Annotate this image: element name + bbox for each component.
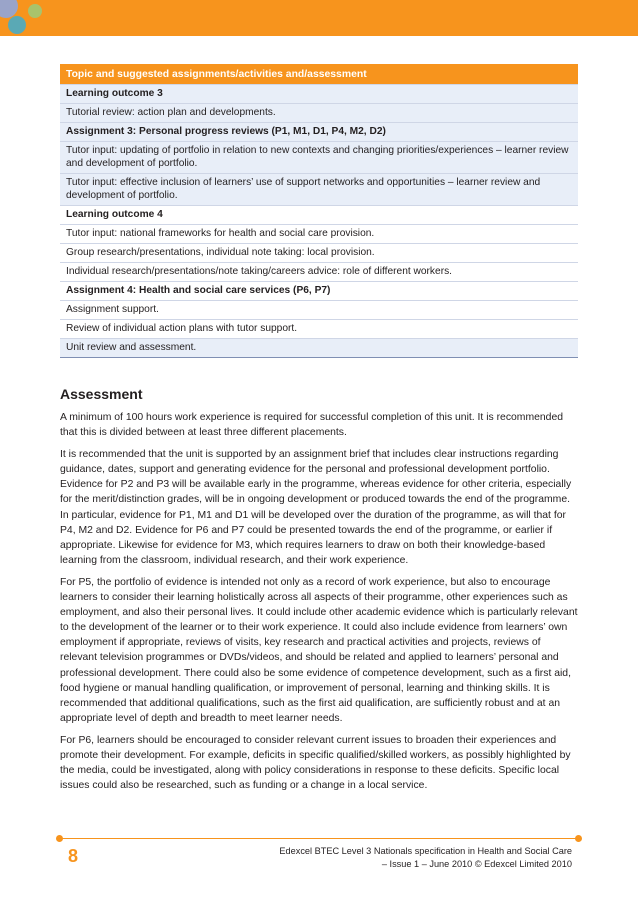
- table-row: [60, 244, 578, 263]
- table-cell: Review of individual action plans with tutor support.: [60, 320, 578, 339]
- footer-divider: [60, 838, 578, 839]
- table-cell: Individual research/presentations/note taking/careers advice: role of different workers.: [60, 263, 578, 282]
- table-cell: Learning outcome 4: [60, 206, 578, 225]
- footer-text: [242, 845, 572, 871]
- activities-table: [60, 64, 578, 358]
- table-row: [60, 282, 578, 301]
- table-row: [60, 225, 578, 244]
- table-header: Topic and suggested assignments/activities and/assessment: [60, 64, 578, 85]
- assessment-body: [60, 410, 580, 800]
- table-row: [60, 339, 578, 358]
- decorative-circle: [8, 16, 26, 34]
- page-number: 8: [68, 846, 79, 866]
- table-row: [60, 142, 578, 174]
- header-bar: [0, 0, 638, 36]
- footer-dot: [575, 835, 582, 842]
- table-cell: Assignment support.: [60, 301, 578, 320]
- paragraph: For P5, the portfolio of evidence is intended not only as a record of work experience, but also to encourage learners to consider their learning holistically across all aspects of their programme, other experiences such as employment, and also their personal lives. It could include other academic evidence which is particularly relevant to the development of the learner or to their work experience. It could also include evidence from learners’ own employment if appropriate, reviews of visits, key research and practical activities and projects, reviews of relevant television programmes or DVDs/videos, and should be related and applied to learners’ personal and professional development. There could also be some evidence of competence development, such as a first aid, food hygiene or manual handling qualification, or improvement of personal, learning and thinking skills. It is recommended that additional qualifications, such as the first aid qualification, are sufficiently robust and at an appropriate level of depth and breadth to meet learner needs.: [60, 576, 578, 724]
- table-cell: Tutor input: effective inclusion of learners’ use of support networks and opportunities – learner review and development of portfolio.: [60, 174, 578, 206]
- table-cell: Tutorial review: action plan and developments.: [60, 104, 578, 123]
- table-cell: Assignment 3: Personal progress reviews (P1, M1, D1, P4, M2, D2): [60, 123, 578, 142]
- table-cell: Assignment 4: Health and social care services (P6, P7): [60, 282, 578, 301]
- decorative-circle: [28, 4, 42, 18]
- table-row: [60, 320, 578, 339]
- table-cell: Tutor input: updating of portfolio in relation to new contexts and changing priorities/experiences – learner review and development of portfolio.: [60, 142, 578, 174]
- table-row: [60, 104, 578, 123]
- paragraph: For P6, learners should be encouraged to consider relevant current issues to broaden their experiences and promote their development. For example, deficits in specific qualified/skilled workers, as possibly highlighted by the media, could be investigated, along with policy considerations in response to these deficits. Specific local issues could also be researched, such as funding or a change in a local service.: [60, 734, 571, 792]
- footer-line: – Issue 1 – June 2010 © Edexcel Limited 2010: [381, 859, 572, 869]
- table-row: [60, 85, 578, 104]
- table-row: [60, 206, 578, 225]
- table-row: [60, 174, 578, 206]
- paragraph: It is recommended that the unit is supported by an assignment brief that includes clear instructions regarding guidance, dates, support and generating evidence for the personal and professional development portfolio. Evidence for P2 and P3 will be available early in the programme, whereas evidence for other criteria, especially for the merit/distinction grades, will be in ongoing development or produced towards the end of the programme. In particular, evidence for P1, M1 and D1 will be developed over the duration of the programme, as will that for P4, M2 and D2. Evidence for P6 and P7 could be presented towards the end of the programme, or earlier if appropriate. Likewise for evidence for M3, which requires learners to draw on both their knowledge-based learning from the classroom, individual research, and their work experience.: [60, 449, 572, 566]
- table-row: [60, 263, 578, 282]
- table-cell: Group research/presentations, individual note taking: local provision.: [60, 244, 578, 263]
- footer-line: Edexcel BTEC Level 3 Nationals specification in Health and Social Care: [279, 846, 572, 856]
- table-cell: Unit review and assessment.: [60, 339, 578, 358]
- table-row: [60, 301, 578, 320]
- paragraph: A minimum of 100 hours work experience is required for successful completion of this unit. It is recommended that this is divided between at least three different placements.: [60, 412, 564, 439]
- table-cell: Learning outcome 3: [60, 85, 578, 104]
- table-row: [60, 123, 578, 142]
- table-cell: Tutor input: national frameworks for health and social care provision.: [60, 225, 578, 244]
- assessment-heading: Assessment: [60, 386, 143, 402]
